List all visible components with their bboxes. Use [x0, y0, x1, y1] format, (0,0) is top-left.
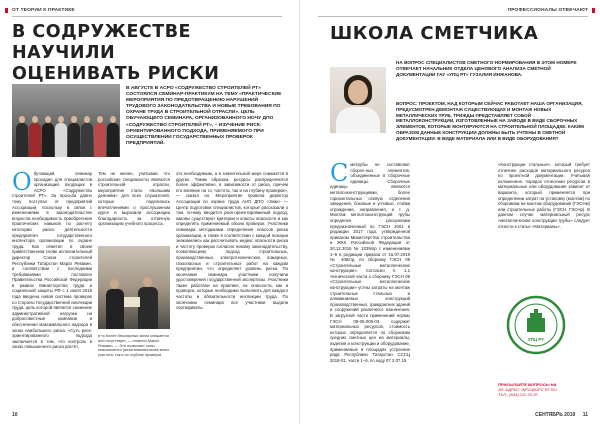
- column-2a-text: Тем не менее, учитывая, что российские специалисты являются строительной отрасли, мероприятие стало «Большим деяниям» для всех слушателей, которые поделились впечатлениями о прослушанном курсе и выразили ассоциации благодарность за отличную организацию учебного процесса.: [98, 171, 170, 227]
- issue-footer: [535, 412, 588, 418]
- seminar-group-photo: [12, 84, 120, 157]
- article-column-3: [176, 171, 288, 407]
- contacts-label: ПРИСЫЛАЙТЕ ВОПРОСЫ НА: [498, 382, 557, 387]
- section-header-right: ПРОФЕССИОНАЛЫ ОТВЕЧАЮТ: [507, 8, 588, 13]
- section-header: ОТ ТЕОРИИ К ПРАКТИКЕ: [12, 8, 75, 13]
- upc-logo: [506, 295, 566, 355]
- issue-date: СЕНТЯБРЬ 2019: [535, 412, 576, 418]
- page-number-left: 10: [12, 412, 18, 418]
- contacts-block: [498, 382, 588, 397]
- answer-column-1-text: метрубы не составляют сбороч-ных элементов, объединенные в сборочные единицы. Сборочные единицы являются металлоконструкциями, более горизонтальных осевую отделения заведения, боковые и угловые, стойки ограждения, направления, и т. д. Монтаж металлоконструкций трубы определен расценками предназначенный по ГЭСН 2001 в редакции 2017 года, утвержденной приказом Министерства строительства и ЖКХ Российской Федерации от 30.12.2016 № 1039/пр с изменениями 1–6 в редакции приказа от 15.07.2019 № 408/пр, по сборнику ГЭСН 09 «Строительные металлические конструкции». Согласно п. 1.1 технической части к сборнику ГЭСН 09 «Строительные металлические конструкции» устны затраты на монтаж строительных стальных и алюминиевых конструкций производственных, гражданских зданий и сооружений различного назначения. В загрузной части применений нормы ГЭСН 09-06-006-03 содержит материальных ресурсов, стоимость которых определяется по сборникам средних сметных цен на материалы, изделия и конструкции и оборудование, применяемые в площадях устроение ряда Республики Татарстан СССЦ 2018-01, части 1–6, по коду 07.2.07.15: [330, 162, 410, 363]
- headline-line-2: ОЦЕНИВАТЬ РИСКИ: [12, 64, 220, 84]
- expert-intro: НА ВОПРОС СПЕЦИАЛИСТОВ СМЕТНОГО НОРМИРОВАНИЯ В ЭТОМ НОМЕРЕ ОТВЕЧАЕТ НАЧАЛЬНИК ОТДЕЛА ЦЕНОВОГО АНАЛИЗА СМЕТНОЙ ДОКУМЕНТАЦИИ ГАУ «УПЦ РТ» ГУЗАЛИЯ ИНЖАНОВА.: [396, 60, 577, 77]
- contacts-email[interactable]: ЭЛ. АДРЕС: INFO@UPC.RT.RU: [498, 387, 557, 392]
- section-marker-right: [592, 8, 595, 13]
- dropcap-right: С: [330, 162, 349, 187]
- photo-caption: в то более безопасных зонах снижается или отсутствует, — отметил Марат Ревакин. — Это позволяет зоны повышенного риска внимательнее всего (частота, так и по глубине проверки.: [98, 334, 170, 358]
- article-lead: В АВГУСТЕ В АСРО «СОДРУЖЕСТВО СТРОИТЕЛЕЙ РТ» СОСТОЯЛСЯ СЕМИНАР-ПРАКТИКУМ НА ТЕМУ «ПРАКТИЧЕСКИЕ МЕРОПРИЯТИЯ ПО ПРЕДОТВРАЩЕНИЮ НАРУШЕНИЙ ТРУДОВОГО ЗАКОНОДАТЕЛЬСТВА И НОВЫЕ ТРЕБОВАНИЯ ПО ОХРАНЕ ТРУДА В СТРОИТЕЛЬНОЙ ОТРАСЛИ». ЦЕЛЬ ОБУЧАЮЩЕГО СЕМИНАРА, ОРГАНИЗОВАННОГО НОЧУ ДПО «СОДРУЖЕСТВО СТРОИТЕЛЕЙ РТ», – ИЗУЧЕНИЕ РИСК-ОРИЕНТИРОВАННОГО ПОДХОДА, ПРИМЕНЯЕМОГО ПРИ ОСУЩЕСТВЛЕНИИ ГОСУДАРСТВЕННЫХ ПРОВЕРОК ПРЕДПРИЯТИЙ.: [126, 86, 282, 146]
- dropcap: О: [12, 171, 32, 196]
- answer-column-2-text: «Конструкции стальные», который требует отличнее расходов материального ресурса по проектной документации. Учитывая изложенное, порядок отнесения ресурсов в материальные или оборудования зависит от варианта, который применяется при определении затрат на установку (монтаж) по сборникам на монтаж оборудования (ГЭСНм) или строительные работы (ГЭСН, ГЭСНр). В данном случае материальный ресурс «металлические конструкции трубы» следует отнести к статье «Материалы».: [498, 162, 590, 229]
- expert-portrait: [330, 67, 386, 133]
- upc-emblem-icon: [506, 295, 566, 355]
- page-number-right: 11: [582, 412, 588, 418]
- answer-column-2: [498, 162, 590, 288]
- article-headline: [12, 22, 232, 85]
- section-marker: [5, 8, 8, 13]
- right-page: [300, 0, 600, 424]
- article-column-1: [12, 171, 92, 407]
- column-3-text: это необходимым, а в значительной мере снижается в других. Таким образом, ресурсы распределяются более эффективно, в зависимости от риска, причем его влияние на то, частота, так и на глубину проверки», — сказал он. Мероприятие провела директор Ассоциации по охране труда АНО ДПО «Знак» — Центр подготовки специалистов, которые рассказали о том, почему вводится риск-ориентированный подход, каковы существуют критерии и классы опасности и как определять применяемый объем проверок. Участники семинара методиками определения классов риска организации, а также в соответствии с каждой позиции знакомились как рассчитывать индекс опасности риска и частоту проверок согласно новому законодательству, позволяющему подход строительных, производственных, электротехнических, пожарных, газоопасных и строительных работ на каждом предприятии, что определяет уровень риска. По окончании семинара участники получили удостоверения государственной экспертизы. Участники также работали на практике, их опасности, как и проверок, которые необходимо выполнить для каждого частоты и обязательности инспекции труда. По окончании семинара все участники выдали сертификаты.: [176, 171, 288, 311]
- article-column-2a: [98, 171, 170, 243]
- column-1-text: бучающий семинар проходил для специалистов организаций, входящих в АСРО «Содружество строителей РТ». За просьба давно тому поступал от предприятий Ассоциации, поскольку в связи с изменениями в законодательстве возросла необходимость приобретения практических навыков по расчету категории риска деятельности предприятия государственного инспектора организации по охране труда. Как отметил в своем приветственном слове исполнительный директор Союза строителей Республики Татарстан Марат Ревакин, в соответствии с последними требованиями поставлен Правительства Российской Федерации в рамках Министерства труда и социальной защиты РФ с 1 июля 2018 года введена новая система проверок со стороны Государственной инспекции труда, цель которой является снижение административной нагрузки на добросовестные компании и обеспечение максимального надзора в зонах наибольшего риска. «Суть риск-ориентированного подхода заключается в том, что контроль в зонах повышенного риска растет,: [12, 171, 92, 350]
- logo-caption: УПЦ РТ: [527, 337, 545, 342]
- reader-question: ВОПРОС: ПРОЕКТОМ, НАД КОТОРЫМ СЕЙЧАС РАБОТАЕТ НАША ОРГАНИЗАЦИЯ, ПРЕДУСМОТРЕН ДЕМОНТАЖ СУЩЕСТВУЮЩИХ И МОНТАЖ НОВЫХ МЕТАЛЛИЧЕСКИХ ТРУБ, ТРИЖДЫ ПРЕДСТАВЛЯЕТ СОБОЙ МЕТАЛЛОКОНСТРУКЦИИ, ИЗГОТОВЛЕННЫЕ НА ЗАВОДЕ В ВИДЕ СБОРОЧНЫХ ЭЛЕМЕНТОВ, КОТОРЫЕ МОНТИРУЮТСЯ НА СТРОИТЕЛЬНОЙ ПЛОЩАДКЕ. КАКИМ ОБРАЗОМ ДАННЫЕ КОНСТРУКЦИИ ДОЛЖНЫ БЫТЬ УЧТЕНЫ В СМЕТНОЙ ДОКУМЕНТАЦИИ: В ВИДЕ МАТЕРИАЛА ИЛИ В ВИДЕ ОБОРУДОВАНИЯ?: [396, 101, 584, 141]
- headline-line-1: В СОДРУЖЕСТВЕ НАУЧИЛИ: [12, 22, 192, 63]
- award-ceremony-photo: [98, 246, 170, 329]
- answer-column-1: [330, 162, 410, 408]
- contacts-phone: ТЕЛ.: (843) 211-70-70: [498, 392, 538, 397]
- article-headline-right: ШКОЛА СМЕТЧИКА: [330, 23, 539, 44]
